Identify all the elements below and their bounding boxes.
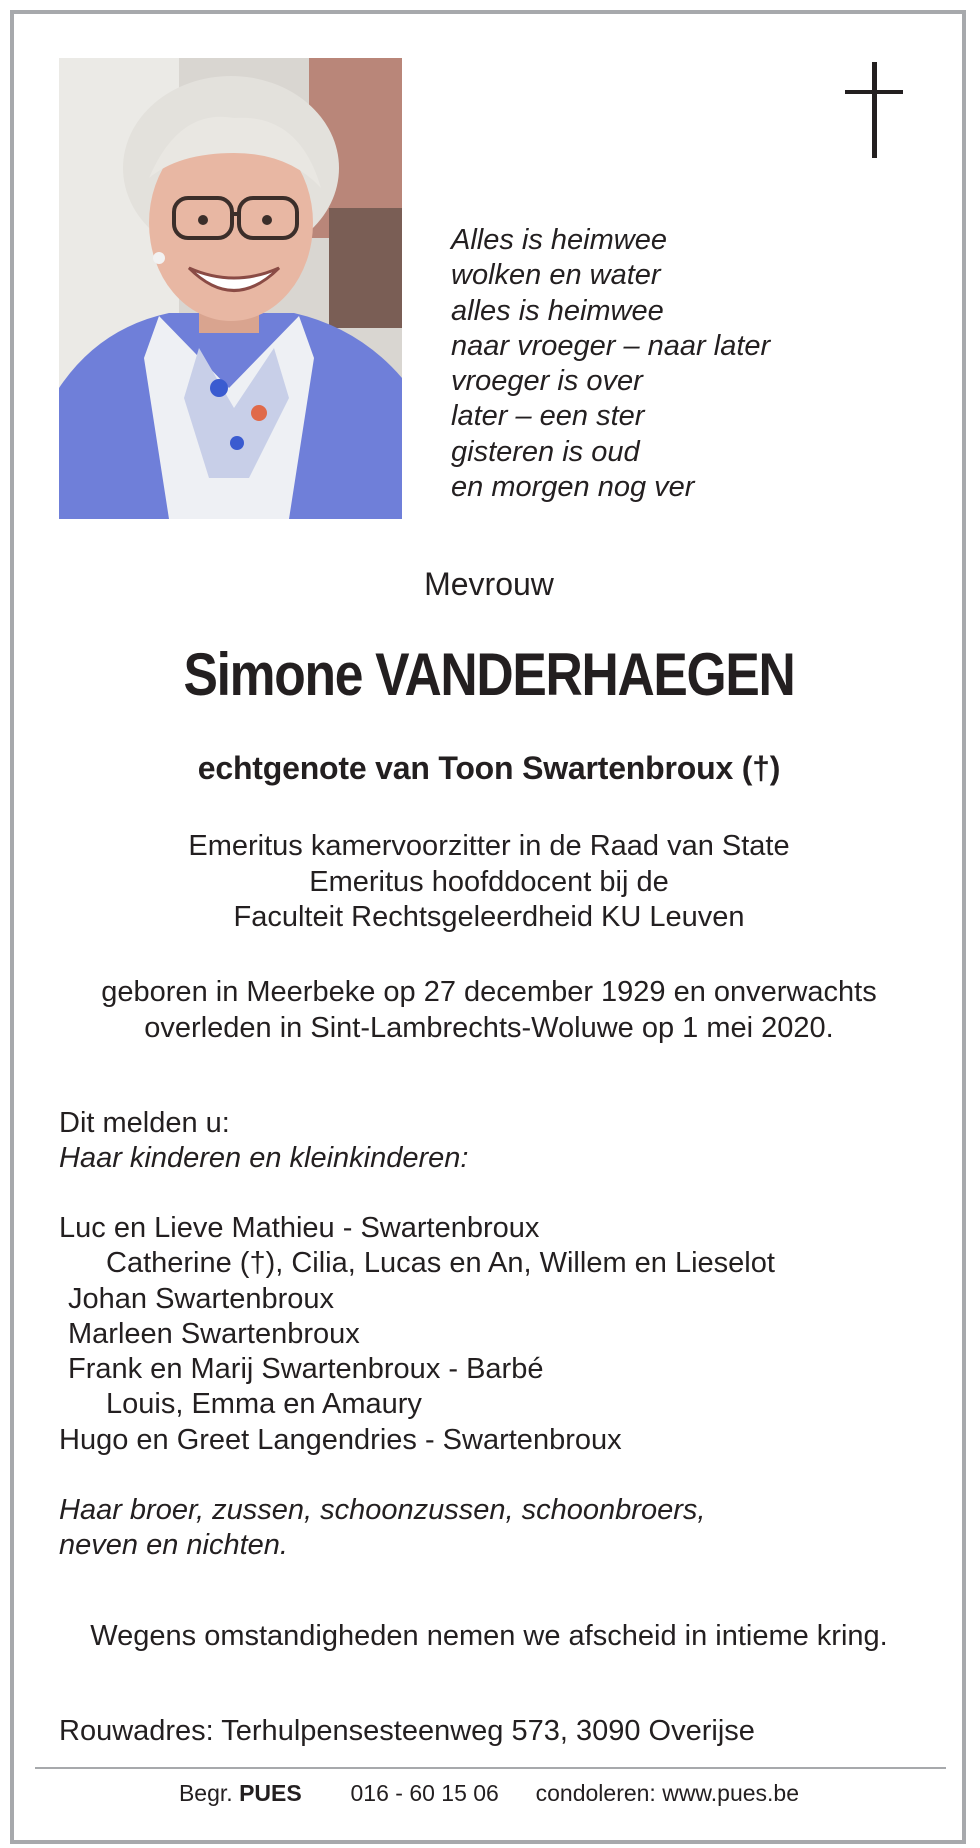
salutation: Mevrouw (424, 566, 554, 602)
poem-line: en morgen nog ver (451, 471, 695, 504)
positions (30, 829, 948, 936)
poem-line: later – een ster (451, 400, 645, 433)
poem-line: wolken en water (451, 259, 661, 292)
family-line: Louis, Emma en Amaury (106, 1388, 422, 1421)
family-line: Marleen Swartenbroux (68, 1317, 360, 1350)
family-line: Johan Swartenbroux (68, 1282, 334, 1315)
position-line: Faculteit Rechtsgeleerdheid KU Leuven (233, 901, 745, 933)
family-line: Catherine (†), Cilia, Lucas en An, Willem en Lieselot (106, 1247, 775, 1280)
poem-line: naar vroeger – naar later (451, 329, 771, 362)
position-line: Emeritus kamervoorzitter in de Raad van State (188, 830, 790, 862)
condolence-link[interactable]: condoleren: www.pues.be (535, 1780, 800, 1806)
footer-prefix: Begr. (178, 1780, 233, 1806)
children-heading: Haar kinderen en kleinkinderen: (59, 1142, 469, 1175)
poem-line: gisteren is oud (451, 435, 640, 468)
poem-line: vroeger is over (451, 365, 643, 398)
footer-divider (35, 1767, 946, 1769)
family-line: Hugo en Greet Langendries - Swartenbroux (59, 1423, 622, 1456)
cross-icon (845, 62, 903, 158)
footer (30, 1780, 948, 1807)
undertaker-phone[interactable]: 016 - 60 15 06 (350, 1780, 499, 1806)
poem-line: alles is heimwee (451, 294, 664, 327)
family-line: Luc en Lieve Mathieu - Swartenbroux (59, 1212, 540, 1244)
family-line: Frank en Marij Swartenbroux - Barbé (68, 1353, 544, 1386)
family-list (59, 1211, 939, 1458)
poem-line: Alles is heimwee (451, 224, 667, 256)
dates-line: overleden in Sint-Lambrechts-Woluwe op 1 mei 2020. (144, 1011, 834, 1044)
portrait-photo (59, 58, 402, 519)
portrait-illustration (59, 58, 402, 519)
spouse-line: echtgenote van Toon Swartenbroux (†) (197, 750, 781, 786)
birth-death-dates (30, 975, 948, 1046)
relatives (59, 1493, 939, 1564)
announcement-intro: Dit melden u: (59, 1107, 230, 1139)
poem (451, 223, 911, 505)
announcement (59, 1106, 939, 1177)
dates-line: geboren in Meerbeke op 27 december 1929 en onverwachts (101, 976, 877, 1008)
relatives-line: neven en nichten. (59, 1529, 288, 1562)
deceased-name: Simone VANDERHAEGEN (183, 641, 795, 708)
position-line: Emeritus hoofddocent bij de (309, 865, 669, 898)
relatives-line: Haar broer, zussen, schoonzussen, schoonbroers, (59, 1494, 706, 1526)
mourning-address: Rouwadres: Terhulpensesteenweg 573, 3090 Overijse (59, 1715, 755, 1747)
undertaker-name: PUES (239, 1780, 302, 1806)
farewell-notice: Wegens omstandigheden nemen we afscheid in intieme kring. (90, 1620, 888, 1652)
